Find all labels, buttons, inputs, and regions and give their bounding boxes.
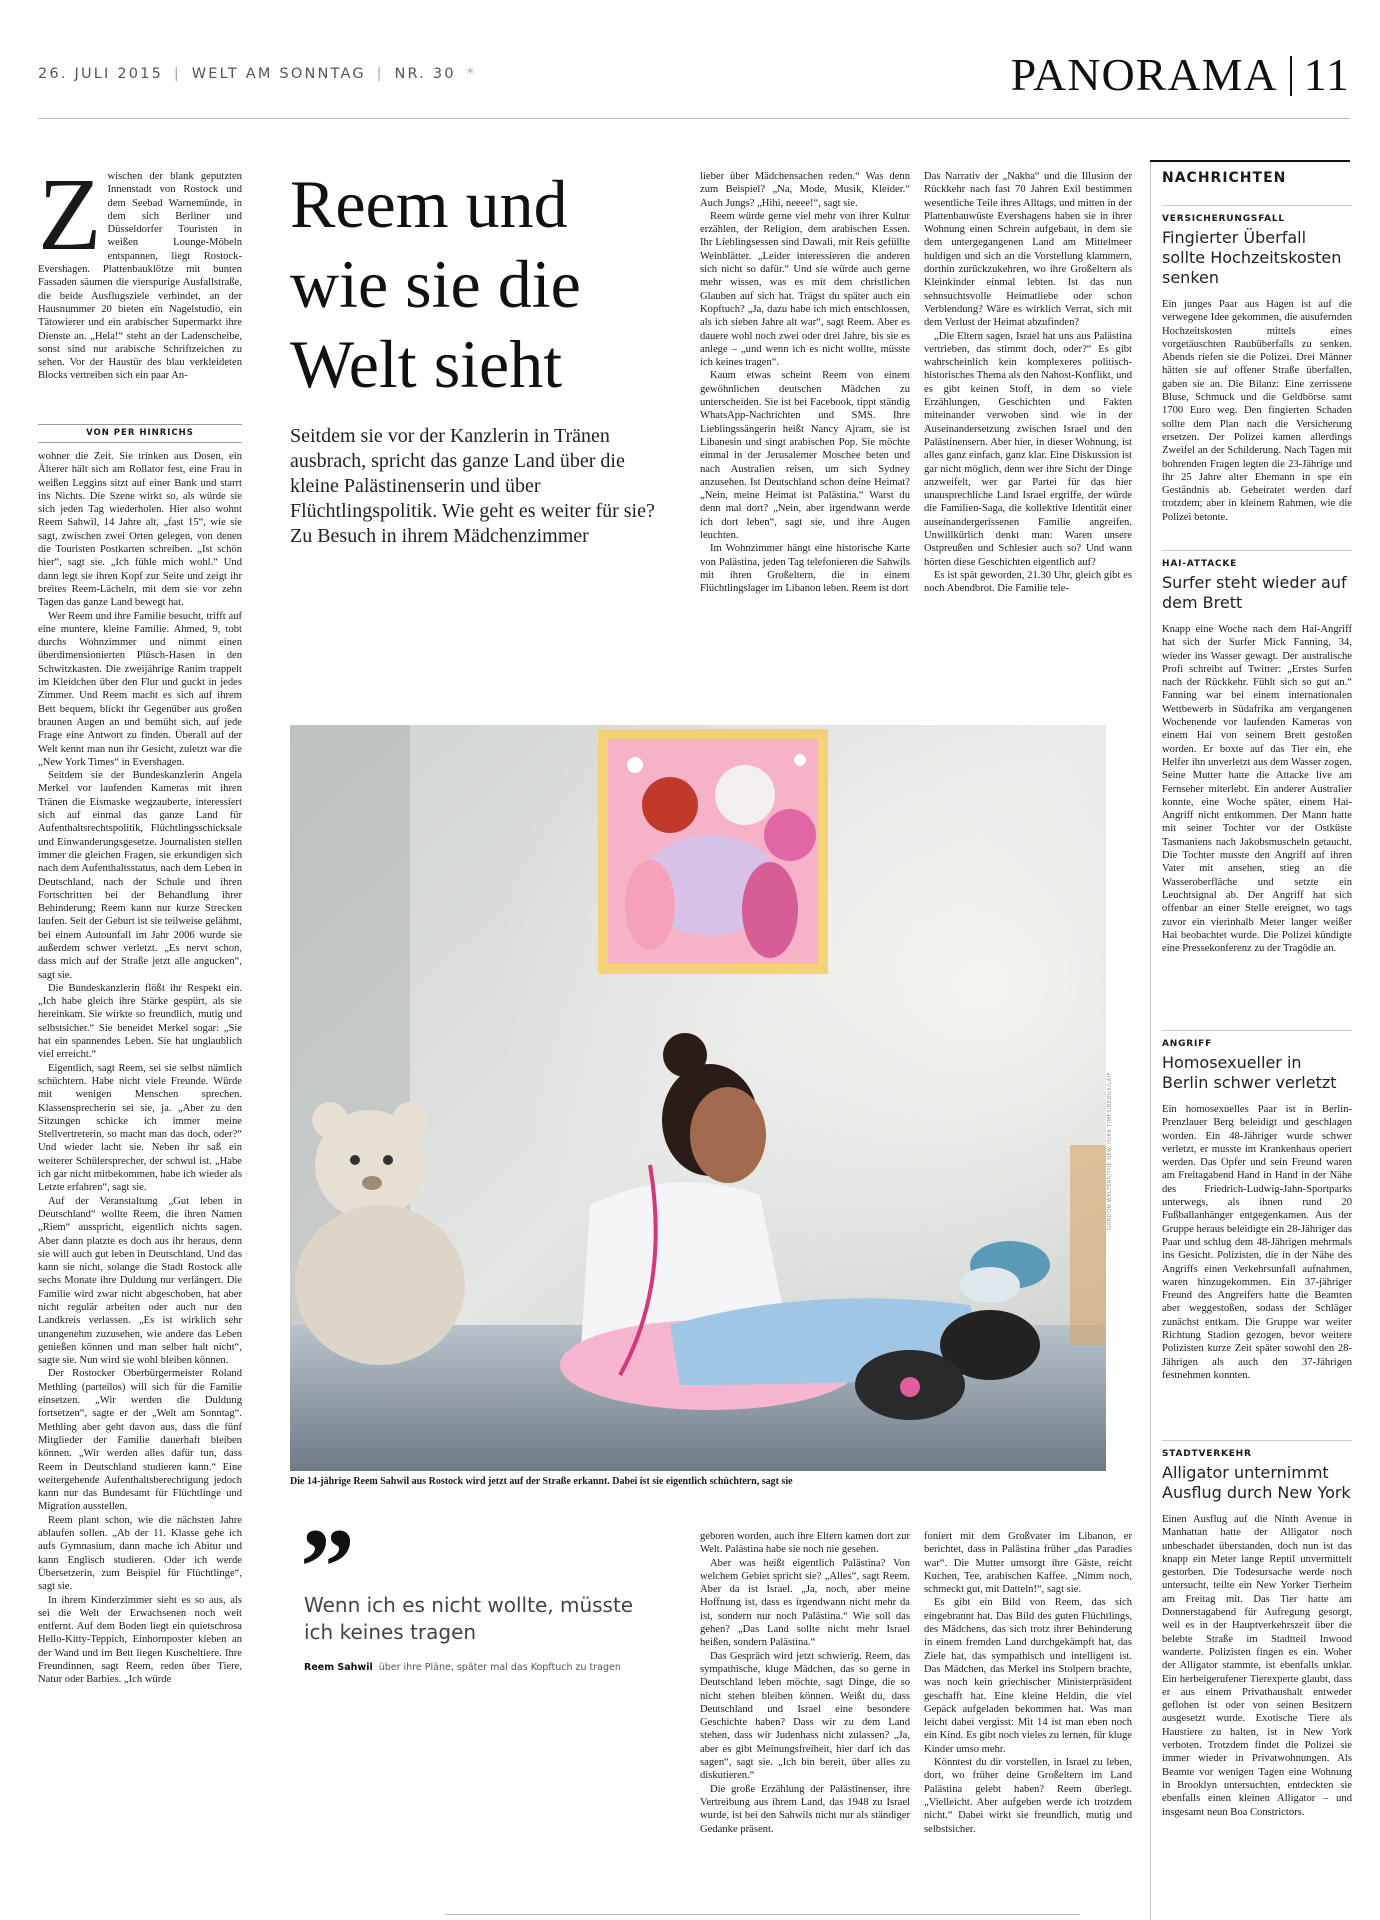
paragraph: foniert mit dem Großvater im Libanon, er berichtet, dass in Palästina früher „das Paradies war“. Die Mutter umsorgt ihre Gäste, reicht Kuchen, Tee, arabischen Kaffee. „Nimm noch, schmeckt gut, mit Datteln!“, sagt sie. <box>924 1531 1132 1596</box>
paragraph: wohner die Zeit. Sie trinken aus Dosen, ein Älterer hält sich am Rollator fest, eine Frau in weißen Leggins sitzt auf einer Bank und starrt ins Nichts. Die Szene wirkt so, als würde sie sich jeden Tag wiederholen. Hier also wohnt Reem Sahwil, 14 Jahre alt, „fast 15“, wie sie sagt, zwischen zwei Orten gelegen, von denen die Touristen Postkarten schreiben. „Ist schön hier“, sagt sie. „Ich fühle mich wohl.“ Und dann legt sie ihren Kopf zur Seite und zeigt ihr breites Reem-Lächeln, mit dem sie vor zehn Tagen das ganze Land bewegt hat. <box>38 451 242 609</box>
paragraph: Wer Reem und ihre Familie besucht, trifft auf eine muntere, kleine Familie. Ahmed, 9, tobt durchs Wohnzimmer und nimmt einen überdimensionierten Plüsch-Hasen in den Schwitzkasten. Die zweijährige Ranim trappelt im Kleidchen über den Flur und guckt in jedes Zimmer. Und Reem macht es sich auf ihrem Bett bequem, blickt ihr Gegenüber aus großen braunen Augen an und bemüht sich, auf jede Frage eine Antwort zu finden. Überall auf der Welt kennt man nun ihr Gesicht, zuletzt war die „New York Times“ in Evershagen. <box>38 610 242 768</box>
photo-credit: GORDON WELTERS/THE NEW YORK TIMES/REDUX/LAIF <box>1107 1072 1113 1230</box>
paragraph: Kaum etwas scheint Reem von einem gewöhnlichen deutschen Mädchen zu unterscheiden. Sie ist bei Facebook, tippt ständig WhatsApp-Nachrichten und SMS. Ihre Lieblingssängerin heißt Nancy Ajram, sie ist Libanesin und singt arabischen Pop. Sie möchte einmal in der Jerusalemer Moschee beten und nach Australien reisen, um sich Sydney anzusehen. Ist Deutschland schon deine Heimat? „Nein, meine Heimat ist Palästina.“ Warst du denn mal dort? „Nein, aber irgendwann werde ich dort leben“, sagt sie, und ihre Augen leuchten. <box>700 370 910 542</box>
news-headline: Fingierter Überfall sollte Hochzeitskosten senken <box>1162 228 1342 287</box>
paragraph: „Die Eltern sagen, Israel hat uns aus Palästina vertrieben, das stimmt doch, oder?“ Es gibt wahrscheinlich kein komplexeres politisch-historisches Thema als den Nahost-Konflikt, und es gibt keinen Stoff, in dem so viele Erzählungen, Geschichten und Fakten miteinander verwoben sind wie in der Auseinandersetzung zwischen Israel und den Palästinensern. Aber hier, in dieser Wohnung, ist alles ganz einfach, ganz klar. Eine Diskussion ist gar nicht möglich, denn wer ihre Sicht der Dinge anzweifelt, wer gar Partei für das hier unausprechliche Land Israel ergriffe, der würde die Familien-Saga, die kollektive Identität einer auseinandergerissenen Familie angreifen. Unwillkürlich denkt man: Waren unsere Ostpreußen und Schlesier auch so? Und wann hörten diese Geschichten eigentlich auf? <box>924 330 1132 568</box>
newspaper-name: WELT AM SONNTAG <box>191 66 366 82</box>
paragraph: Es ist spät geworden, 21.30 Uhr, gleich gibt es noch Abendbrot. Die Familie tele- <box>924 569 1132 595</box>
paragraph: Im Wohnzimmer hängt eine historische Karte von Palästina, jeden Tag telefonieren die Sahwils mit ihren Großeltern, die in einem Flüchtlingslager im Libanon leben. Reem ist dort <box>700 543 910 595</box>
paragraph: Reem plant schon, wie die nächsten Jahre ablaufen sollen. „Ab der 11. Klasse gehe ich aufs Gymnasium, dann mache ich Abitur und kann Englisch studieren. Oder ich werde Übersetzerin, zum Beispiel für Flüchtlinge“, sagt sie. <box>38 1514 242 1593</box>
quote-mark: ” <box>300 1506 355 1628</box>
quote-context: über ihre Pläne, später mal das Kopftuch zu tragen <box>378 1662 621 1673</box>
news-item <box>1162 1440 1352 1910</box>
news-headline: Surfer steht wieder auf dem Brett <box>1162 573 1347 612</box>
article-column-3-bottom <box>700 1530 910 1910</box>
pull-quote: Wenn ich es nicht wollte, müsste ich keines tragen <box>304 1593 634 1644</box>
paragraph: Seitdem sie der Bundeskanzlerin Angela Merkel vor laufenden Kameras mit ihren Tränen die Eismaske wegzauberte, interessiert sich auf einmal das ganze Land für Aufenthaltsrechtspolitik, Flüchtlingsschicksale und Einwanderungsgesetze. Journalisten stellen immer die gleichen Fragen, sie erkundigen sich nach dem Aufenthaltsstatus, nach dem Leben in Deutschland, nach der Schule und ihren Fortschritten bei der Behandlung ihrer Behinderung; Reem kann nur kurze Strecken laufen. Seit der Geburt ist sie teilweise gelähmt, bei einem Autounfall im Jahr 2006 wurde sie außerdem schwer verletzt. „Es nervt schon, dass mich auf der Straße jetzt alle angucken“, sagt sie. <box>38 770 242 981</box>
paragraph: Eigentlich, sagt Reem, sei sie selbst nämlich schüchtern. Habe nicht viele Freunde. Würde mit wenigen Menschen sprechen. Klassensprecherin sei sie, ja. „Aber zu den Sitzungen schicke ich immer meine Stellvertreterin, so macht man das doch, oder?“ Und wieder lacht sie. Neben ihr saß ein weiterer Schülersprecher, der schwul ist. „Habe ich gar nicht mitbekommen, habe ich wieder als Letzte erfahren“, sagt sie. <box>38 1062 242 1194</box>
top-rule <box>38 118 1350 119</box>
paragraph: In ihrem Kinderzimmer sieht es so aus, als sei die Welt der Erwachsenen noch weit entfernt. Auf dem Boden liegt ein quietschrosa Hello-Kitty-Teppich, Einhornposter kleben an der Wand und im Bett liegen Kuscheltiere. Ihre Freundinnen, sagt Reem, reden über Tiere, Natur oder Barbies. „Ich würde <box>38 1594 242 1686</box>
page-number: 11 <box>1303 49 1350 100</box>
news-rubric: STADTVERKEHR <box>1162 1440 1352 1463</box>
news-body: Knapp eine Woche nach dem Hai-Angriff hat sich der Surfer Mick Fanning, 34, wieder ins Wasser gewagt. Der australische Profi schreibt auf Twitter: „Erstes Surfen nach der Rückkehr. Fühlt sich so gut an.“ Fanning war bei einem internationalen Wettbewerb in Südafrika am vergangenen Wochenende vor laufenden Kameras von einem Hai von seinem Brett gestoßen worden. Er boxte auf das Tier ein, ehe Helfer ihn unverletzt aus dem Wasser zogen. Seine Mutter hatte die Attacke live am Fernseher miterlebt. Ein anderer Australier konnte, eine Woche später, einem Hai-Angriff nicht entkommen. Der Mann hatte mit seiner Tochter vor der Ostküste Tasmaniens nach Jakobsmuscheln getaucht. Die Tochter musste den Angriff auf ihren Vater mit ansehen, stieg an die Wasseroberfläche und setzte ein Leuchtsignal ab. Der Angriff hat sich offenbar an einer Stelle ereignet, wo tags zuvor ein vierinhalb Meter langer weißer Hai beobachtet wurde. Die Polizei kündigte eine Pressekonferenz zu der Tragödie an. <box>1162 624 1352 955</box>
intro-text: wischen der blank geputzten Innenstadt von Rostock und dem Seebad Warnemünde, in dem sich Berliner und Düsseldorfer Touristen in weißen Lounge-Möbeln entspannen, liegt Rostock-Evershagen. Plattenbauklötze mit bunten Fassaden säumen die vierspurige Ausfallstraße, die beide Ausflugsziele verbindet, an der Hausnummer 20 bieten ein Nagelstudio, ein Tätowierer und ein arabischer Supermarkt ihre Dienste an. „Hela!“ steht an der Ladenscheibe, sonst sind nur arabische Schriftzeichen zu sehen. Vor der Haustür des blau verkleideten Blocks vertreiben sich ein paar An- <box>38 171 242 382</box>
bottom-rule <box>445 1914 1080 1915</box>
sidebar-title: NACHRICHTEN <box>1162 170 1287 186</box>
paragraph: Die große Erzählung der Palästinenser, ihre Vertreibung aus ihrem Land, das 1948 zu Israel wurde, ist bei den Sahwils nicht nur als ständiger Gedanke präsent. <box>700 1783 910 1835</box>
news-body: Einen Ausflug auf die Ninth Avenue in Manhattan hatte der Alligator noch unbeschadet überstanden, doch nun ist das knapp ein Meter lange Reptil unvermittelt gestorben. Die Todesursache werde noch untersucht, teilte ein New Yorker Tierheim am Freitag mit. Das Tier hatte am Donnerstagabend für Aufregung gesorgt, weil es in der Hauptverkehrszeit über die belebte Straße im Stadtteil Inwood wanderte. Polizisten fingen es ein. Woher der Alligator stammte, ist ebenfalls unklar. Ein herbeigerufener Tierexperte glaubt, dass er aus einem Privathaushalt entweder geflohen ist oder von seinen Besitzern ausgesetzt wurde. Exotische Tiere als Haustiere zu halten, ist in New York verboten. Trotzdem findet die Polizei sie immer wieder in Privatwohnungen. Als Beamte vor wenigen Tagen eine Wohnung in Brooklyn untersuchten, entdeckten sie ebenfalls einen kleinen Alligator – und insgesamt neun Boa Constrictors. <box>1162 1514 1352 1818</box>
paragraph: Auf der Veranstaltung „Gut leben in Deutschland“ wollte Reem, die ihren Namen „Riem“ ausspricht, eigentlich nichts sagen. Aber dann platzte es doch aus ihr heraus, denn sie will auch gut leben in Deutschland. Und das kann sie nicht, solange die Stadt Rostock alle sechs Monate ihre Duldung nur verlängert. Die Familie wird zwar nicht abgeschoben, hat aber nicht regulär arbeiten oder auch nur den Landkreis verlassen. „Es ist wirklich sehr unangenehm zuzusehen, wie andere das Leben genießen können und man selber halt nicht“, sagte sie. Nun wird sie wohl bleiben können. <box>38 1195 242 1367</box>
paragraph: Es gibt ein Bild von Reem, das sich eingebrannt hat. Das Bild des guten Flüchtlings, des Mädchens, das sich trotz ihrer Behinderung in einem fremden Land durchgekämpft hat, das Ziele hat, das sympathisch und intelligent ist. Das Mädchen, das Merkel ins Stolpern brachte, was noch kein griechischer Ministerpräsident geschafft hat. Eine kleine Heldin, die viel Gepäck aufgeladen bekommen hat. Was man leicht dabei vergisst: Mit 14 ist man eben noch ein Kind. Es gibt noch vieles zu lernen, für kluge Kinder umso mehr. <box>924 1597 1132 1755</box>
news-body: Ein homosexuelles Paar ist in Berlin-Prenzlauer Berg beleidigt und geschlagen worden. Ein 48-Jähriger wurde schwer verletzt, er musste im Krankenhaus operiert werden. Das Opfer und sein Freund waren am Freitagabend Hand in Hand in der Nähe des Friedrich-Ludwig-Jahn-Sportparks unterwegs, als ihnen rund 20 Fußballanhänger entgegenkamen. Aus der Gruppe heraus beleidigte ein 28-Jähriger das Paar und schlug dem 48-Jährigen mehrmals ins Gesicht. Polizisten, die in der Nähe des Angriffs einen Verkehrsunfall aufnahmen, waren hinzugekommen. Ein 37-jähriger Freund des Angreifers hatte die Beamten aber weggestoßen, sodass der Schläger zunächst entkam. Die Gruppe war weiter Richtung Stadion gezogen, bevor weitere Polizisten kurze Zeit später sowohl den 28-Jährigen als auch den 37-Jährigen festnehmen konnten. <box>1162 1104 1352 1381</box>
quote-author: Reem Sahwil <box>304 1662 373 1673</box>
news-headline: Homosexueller in Berlin schwer verletzt <box>1162 1053 1337 1092</box>
article-deck: Seitdem sie vor der Kanzlerin in Tränen ausbrach, spricht das ganze Land über die kleine Palästinenserin und über Flüchtlingspolitik. Wie geht es weiter für sie? Zu Besuch in ihrem Mädchenzimmer <box>290 425 655 547</box>
sidebar-rule <box>1150 160 1350 162</box>
issue-date: 26. JULI 2015 <box>38 66 164 82</box>
section-name: PANORAMA <box>1010 49 1278 100</box>
article-column-1 <box>38 450 242 1910</box>
section-header <box>1011 48 1350 101</box>
paragraph: Das Narrativ der „Nakba“ und die Illusion der Rückkehr nach fast 70 Jahren Exil bestimmen wesentliche Teile ihres Alltags, und mitten in der Plattenbauwüste Evershagens haben sie in ihrer Wohnung einen Schrein aufgebaut, in dem sie dem untergegangenen Land am Mittelmeer huldigen und sich an die Vorstellung klammern, dorthin zurückzukehren, wo ihre Großeltern als Kleinkinder einmal lebten. Ist das nun sehnsuchtsvolle Heimatliebe oder schon Verblendung? Wäre es wirklich Verrat, sich mit dem Verlust der Heimat abzufinden? <box>924 171 1132 329</box>
unicorn-poster <box>598 729 828 974</box>
header-divider <box>1290 56 1292 96</box>
article-photo <box>290 725 1106 1471</box>
news-headline: Alligator unternimmt Ausflug durch New York <box>1162 1463 1351 1502</box>
paragraph: Der Rostocker Oberbürgermeister Roland Methling (parteilos) will sich für die Familie einsetzen. „Wir werden die Duldung fortsetzen“, sagte er der „Welt am Sonntag“. Methling aber geht davon aus, dass die fünf Mitglieder der Familie dauerhaft bleiben können. „Wir werden alles dafür tun, dass Reem in Deutschland studieren kann.“ Eine weitergehende Aufenthaltsberechtigung jedoch kann nur das Bundesamt für Flüchtlinge und Migration ausstellen. <box>38 1368 242 1513</box>
sidebar-divider <box>1150 160 1151 1920</box>
quote-attribution <box>304 1662 684 1673</box>
byline-rule-top <box>38 424 242 425</box>
edition-star: * <box>466 66 477 82</box>
paragraph: lieber über Mädchensachen reden.“ Was denn zum Beispiel? „Na, Mode, Musik, Kleider.“ Auch Jungs? „Hihi, neeee!“, sagt sie. <box>700 171 910 209</box>
byline-rule-bottom <box>38 442 242 443</box>
paragraph: Die Bundeskanzlerin flößt ihr Respekt ein. „Ich habe gleich ihre Stärke gespürt, als sie hereinkam. Sie wirkte so freundlich, mutig und selbstsicher.“ Sie beneidet Merkel sogar: „Sie hat ein spannendes Leben. Sie hat unglaublich viel erreicht.“ <box>38 982 242 1061</box>
paragraph: Reem würde gerne viel mehr von ihrer Kultur erzählen, der Religion, dem arabischen Essen. Ihr Lieblingsessen sind Dawali, mit Reis gefüllte Weinblätter. „Leider interessieren die anderen sich nicht so dafür.“ Und sie würde auch gerne mehr wissen, was es mit dem christlichen Glauben auf sich hat. Trägst du später auch ein Kopftuch? „Ja, dazu habe ich mich entschlossen, als ich sieben Jahre alt war“, sagt Reem. Aber es dauere wohl noch zwei oder drei Jahre, bis sie es anlege – „und wenn ich es nicht wollte, müsste ich keines tragen“. <box>700 210 910 369</box>
paragraph: Könntest du dir vorstellen, in Israel zu leben, dort, wo früher deine Großeltern im Land Palästina gelebt haben? Reem überlegt. „Vielleicht. Aber aufgeben werde ich trotzdem nicht.“ Dabei wirkt sie freundlich, mutig und selbstsicher. <box>924 1757 1132 1835</box>
article-column-3-top <box>700 170 910 678</box>
masthead-info: 26. JULI 2015 | WELT AM SONNTAG | NR. 30 * <box>38 66 477 82</box>
news-rubric: HAI-ATTACKE <box>1162 550 1352 573</box>
article-column-4-top <box>924 170 1132 678</box>
news-rubric: VERSICHERUNGSFALL <box>1162 205 1352 228</box>
photo-caption: Die 14-jährige Reem Sahwil aus Rostock wird jetzt auf der Straße erkannt. Dabei ist sie eigentlich schüchtern, sagt sie <box>290 1476 793 1487</box>
paragraph: Das Gespräch wird jetzt schwierig. Reem, das sympathische, kluge Mädchen, das so gerne in Deutschland leben möchte, sagt Dinge, die so nicht stehen bleiben können. Weißt du, dass Deutschland und Israel eine besondere Geschichte haben? Dass wir zu dem Land stehen, dass wir Judenhass nicht zulassen? „Ja, aber es gibt Meinungsfreiheit, hier darf ich das sagen“, sagt sie. „Ich bin bereit, über alles zu diskutieren.“ <box>700 1650 910 1782</box>
news-item <box>1162 205 1352 541</box>
article-headline: Reem und wie sie die Welt sieht <box>290 166 581 402</box>
news-body: Ein junges Paar aus Hagen ist auf die verwegene Idee gekommen, die ausufernden Hochzeitskosten mittels eines vorgetäuschten Raubüberfalls zu senken. Abends riefen sie die Polizei. Drei Männer hätten sie auf offener Straße überfallen, gaben sie an. Die Bilanz: Eine zerrissene Bluse, Schmuck und die Geldbörse samt 1700 Euro weg. Den fingierten Schaden sollte dem Plan nach die Versicherung ersetzen. Der Polizei kamen allerdings Zweifel an der Schilderung. Nach Tagen mit bohrenden Fragen legten die 23-Jährige und ihr 25 Jahre alter Ehemann in spe ein Geständnis ab. Geheiratet werden darf trotzdem; aber in kleinem Rahmen, wie die Polizei betonte. <box>1162 299 1352 523</box>
byline: VON PER HINRICHS <box>86 428 194 438</box>
drop-cap: Z <box>38 157 102 272</box>
news-rubric: ANGRIFF <box>1162 1030 1352 1053</box>
news-item <box>1162 1030 1352 1440</box>
news-item <box>1162 550 1352 1030</box>
paragraph: geboren worden, auch ihre Eltern kamen dort zur Welt. Palästina habe sie noch nie gesehen. <box>700 1531 910 1556</box>
paragraph: Aber was heißt eigentlich Palästina? Von welchem Gebiet spricht sie? „Alles“, sagt Reem. Aber da ist Israel. „Ja, noch, aber meine Hoffnung ist, dass es irgendwann nicht mehr da ist, sondern nur noch Palästina.“ Wie soll das gehen? „Das Land sollte nicht mehr Israel heißen, sondern Palästina.“ <box>700 1557 910 1649</box>
article-intro <box>38 157 242 420</box>
article-column-4-bottom <box>924 1530 1132 1910</box>
issue-number: NR. 30 <box>394 66 456 82</box>
